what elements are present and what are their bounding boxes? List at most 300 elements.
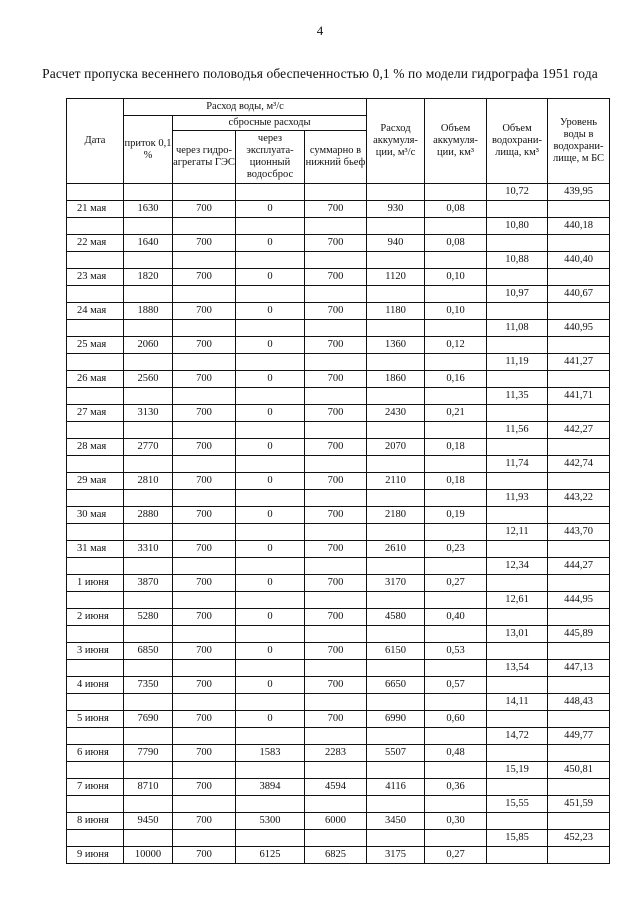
empty-cell (305, 320, 367, 337)
reservoir-volume-cell: 15,85 (487, 830, 548, 847)
empty-cell (124, 524, 173, 541)
empty-cell (124, 354, 173, 371)
empty-cell (173, 354, 236, 371)
empty-cell (67, 218, 124, 235)
empty-cell (67, 728, 124, 745)
empty-cell (305, 252, 367, 269)
empty-cell (548, 201, 610, 218)
empty-cell (67, 354, 124, 371)
empty-cell (67, 252, 124, 269)
empty-cell (67, 796, 124, 813)
water-level-cell: 443,70 (548, 524, 610, 541)
date-cell: 25 мая (67, 337, 124, 354)
units-cell: 700 (173, 405, 236, 422)
reservoir-volume-cell: 11,08 (487, 320, 548, 337)
accum-flow-cell: 6150 (367, 643, 425, 660)
empty-cell (173, 728, 236, 745)
water-level-cell: 451,59 (548, 796, 610, 813)
total-cell: 700 (305, 303, 367, 320)
spillway-cell: 0 (236, 575, 305, 592)
water-level-cell: 447,13 (548, 660, 610, 677)
empty-cell (367, 694, 425, 711)
water-level-cell: 440,40 (548, 252, 610, 269)
empty-cell (236, 388, 305, 405)
header-inflow: приток 0,1 % (124, 116, 173, 184)
spillway-cell: 0 (236, 439, 305, 456)
spillway-cell: 0 (236, 677, 305, 694)
empty-cell (367, 252, 425, 269)
reservoir-volume-cell: 12,34 (487, 558, 548, 575)
reservoir-volume-cell: 11,35 (487, 388, 548, 405)
table-row (67, 643, 610, 660)
empty-cell (124, 592, 173, 609)
empty-cell (67, 660, 124, 677)
empty-cell (305, 694, 367, 711)
inflow-cell: 9450 (124, 813, 173, 830)
inflow-cell: 1630 (124, 201, 173, 218)
table-row (67, 541, 610, 558)
spillway-cell: 0 (236, 711, 305, 728)
empty-cell (124, 422, 173, 439)
inflow-cell: 2560 (124, 371, 173, 388)
empty-cell (487, 813, 548, 830)
inflow-cell: 1820 (124, 269, 173, 286)
accum-volume-cell: 0,19 (425, 507, 487, 524)
empty-cell (487, 779, 548, 796)
empty-cell (367, 456, 425, 473)
empty-cell (487, 507, 548, 524)
empty-cell (173, 558, 236, 575)
total-cell: 700 (305, 711, 367, 728)
total-cell: 700 (305, 541, 367, 558)
empty-cell (236, 558, 305, 575)
table-row (67, 677, 610, 694)
inflow-cell: 1880 (124, 303, 173, 320)
empty-cell (367, 592, 425, 609)
empty-cell (487, 473, 548, 490)
empty-cell (173, 626, 236, 643)
accum-flow-cell: 3170 (367, 575, 425, 592)
table-row (67, 405, 610, 422)
empty-cell (548, 643, 610, 660)
water-level-cell: 441,71 (548, 388, 610, 405)
empty-cell (367, 388, 425, 405)
empty-cell (305, 490, 367, 507)
empty-cell (367, 728, 425, 745)
reservoir-volume-cell: 13,01 (487, 626, 548, 643)
empty-cell (124, 626, 173, 643)
spillway-cell: 0 (236, 371, 305, 388)
empty-cell (236, 286, 305, 303)
empty-cell (236, 252, 305, 269)
water-level-cell: 452,23 (548, 830, 610, 847)
accum-volume-cell: 0,40 (425, 609, 487, 626)
empty-cell (487, 201, 548, 218)
spillway-cell: 1583 (236, 745, 305, 762)
empty-cell (173, 592, 236, 609)
spillway-cell: 5300 (236, 813, 305, 830)
accum-volume-cell: 0,60 (425, 711, 487, 728)
empty-cell (425, 694, 487, 711)
empty-cell (305, 524, 367, 541)
empty-cell (487, 609, 548, 626)
spillway-cell: 0 (236, 473, 305, 490)
reservoir-volume-cell: 10,97 (487, 286, 548, 303)
inflow-cell: 1640 (124, 235, 173, 252)
empty-cell (236, 354, 305, 371)
empty-cell (425, 728, 487, 745)
empty-cell (548, 609, 610, 626)
inflow-cell: 7790 (124, 745, 173, 762)
empty-cell (236, 626, 305, 643)
empty-cell (67, 388, 124, 405)
water-level-cell: 449,77 (548, 728, 610, 745)
empty-cell (236, 320, 305, 337)
empty-cell (124, 388, 173, 405)
accum-volume-cell: 0,21 (425, 405, 487, 422)
date-cell: 5 июня (67, 711, 124, 728)
empty-cell (124, 728, 173, 745)
empty-cell (173, 422, 236, 439)
total-cell: 700 (305, 235, 367, 252)
water-level-cell: 450,81 (548, 762, 610, 779)
date-cell: 29 мая (67, 473, 124, 490)
accum-flow-cell: 2610 (367, 541, 425, 558)
accum-volume-cell: 0,57 (425, 677, 487, 694)
date-cell: 30 мая (67, 507, 124, 524)
table-row (67, 490, 610, 507)
empty-cell (236, 490, 305, 507)
table-row (67, 371, 610, 388)
empty-cell (305, 286, 367, 303)
header-via-spillway: через эксплуата-ционный водосброс (236, 131, 305, 184)
table-row (67, 660, 610, 677)
empty-cell (487, 643, 548, 660)
total-cell: 4594 (305, 779, 367, 796)
table-row (67, 218, 610, 235)
empty-cell (236, 796, 305, 813)
empty-cell (67, 422, 124, 439)
reservoir-volume-cell: 12,61 (487, 592, 548, 609)
total-cell: 700 (305, 507, 367, 524)
water-level-cell: 440,18 (548, 218, 610, 235)
water-level-cell: 440,95 (548, 320, 610, 337)
empty-cell (124, 796, 173, 813)
water-level-cell: 442,74 (548, 456, 610, 473)
total-cell: 700 (305, 609, 367, 626)
accum-volume-cell: 0,36 (425, 779, 487, 796)
table-row (67, 422, 610, 439)
accum-flow-cell: 2180 (367, 507, 425, 524)
accum-volume-cell: 0,30 (425, 813, 487, 830)
empty-cell (548, 711, 610, 728)
initial-volume: 10,72 (487, 184, 548, 201)
reservoir-volume-cell: 14,11 (487, 694, 548, 711)
empty-cell (548, 575, 610, 592)
inflow-cell: 5280 (124, 609, 173, 626)
empty-cell (236, 660, 305, 677)
header-water-flow: Расход воды, м³/с (124, 99, 367, 116)
accum-volume-cell: 0,10 (425, 269, 487, 286)
empty-cell (367, 796, 425, 813)
empty-cell (173, 660, 236, 677)
empty-cell (425, 660, 487, 677)
empty-cell (236, 728, 305, 745)
empty-cell (487, 711, 548, 728)
date-cell: 3 июня (67, 643, 124, 660)
empty-cell (548, 813, 610, 830)
reservoir-volume-cell: 11,56 (487, 422, 548, 439)
reservoir-volume-cell: 10,80 (487, 218, 548, 235)
table-row (67, 609, 610, 626)
empty-cell (548, 541, 610, 558)
empty-cell (305, 388, 367, 405)
inflow-cell: 10000 (124, 847, 173, 864)
table-row (67, 592, 610, 609)
accum-flow-cell: 3175 (367, 847, 425, 864)
reservoir-volume-cell: 10,88 (487, 252, 548, 269)
page-number: 4 (316, 23, 324, 38)
reservoir-volume-cell: 13,54 (487, 660, 548, 677)
units-cell: 700 (173, 813, 236, 830)
empty-cell (367, 286, 425, 303)
date-cell: 7 июня (67, 779, 124, 796)
water-level-cell: 443,22 (548, 490, 610, 507)
empty-cell (425, 524, 487, 541)
total-cell: 700 (305, 643, 367, 660)
header-accum-flow: Расход аккумуля-ции, м³/с (367, 99, 425, 184)
empty-cell (487, 269, 548, 286)
inflow-cell: 7690 (124, 711, 173, 728)
spillway-cell: 0 (236, 507, 305, 524)
reservoir-volume-cell: 14,72 (487, 728, 548, 745)
spillway-cell: 0 (236, 337, 305, 354)
empty-cell (425, 320, 487, 337)
empty-cell (425, 762, 487, 779)
empty-cell (487, 235, 548, 252)
accum-volume-cell: 0,27 (425, 575, 487, 592)
date-cell: 1 июня (67, 575, 124, 592)
accum-flow-cell: 4116 (367, 779, 425, 796)
empty-cell (236, 762, 305, 779)
inflow-cell: 3130 (124, 405, 173, 422)
accum-flow-cell: 1360 (367, 337, 425, 354)
date-cell: 23 мая (67, 269, 124, 286)
inflow-cell: 2880 (124, 507, 173, 524)
inflow-cell: 3310 (124, 541, 173, 558)
empty-cell (305, 728, 367, 745)
empty-cell (124, 286, 173, 303)
header-via-units: через гидро-агрегаты ГЭС (173, 131, 236, 184)
empty-cell (124, 252, 173, 269)
accum-flow-cell: 1180 (367, 303, 425, 320)
reservoir-volume-cell: 11,19 (487, 354, 548, 371)
empty-cell (236, 592, 305, 609)
empty-cell (236, 422, 305, 439)
empty-cell (487, 303, 548, 320)
empty-cell (548, 371, 610, 388)
empty-cell (67, 456, 124, 473)
table-row (67, 269, 610, 286)
empty-cell (67, 626, 124, 643)
empty-cell (173, 252, 236, 269)
table-row (67, 830, 610, 847)
water-level-cell: 444,95 (548, 592, 610, 609)
empty-cell (367, 320, 425, 337)
spillway-cell: 0 (236, 303, 305, 320)
accum-flow-cell: 2430 (367, 405, 425, 422)
total-cell: 700 (305, 269, 367, 286)
units-cell: 700 (173, 575, 236, 592)
empty-cell (124, 218, 173, 235)
table-row (67, 439, 610, 456)
empty-cell (173, 762, 236, 779)
table-row (67, 779, 610, 796)
inflow-cell: 2770 (124, 439, 173, 456)
table-body (67, 184, 610, 864)
empty-cell (425, 558, 487, 575)
header-date: Дата (67, 99, 124, 184)
empty-cell (305, 218, 367, 235)
inflow-cell: 7350 (124, 677, 173, 694)
inflow-cell: 3870 (124, 575, 173, 592)
reservoir-volume-cell: 15,19 (487, 762, 548, 779)
accum-flow-cell: 5507 (367, 745, 425, 762)
total-cell: 2283 (305, 745, 367, 762)
empty-cell (67, 592, 124, 609)
empty-cell (124, 694, 173, 711)
empty-cell (173, 490, 236, 507)
spillway-cell: 0 (236, 235, 305, 252)
empty-cell (67, 320, 124, 337)
empty-cell (487, 405, 548, 422)
empty-cell (367, 830, 425, 847)
table-row (67, 354, 610, 371)
empty-cell (305, 558, 367, 575)
empty-cell (173, 218, 236, 235)
units-cell: 700 (173, 677, 236, 694)
empty-cell (367, 558, 425, 575)
table-row (67, 286, 610, 303)
date-cell: 28 мая (67, 439, 124, 456)
accum-volume-cell: 0,08 (425, 235, 487, 252)
empty-cell (548, 507, 610, 524)
inflow-cell: 2810 (124, 473, 173, 490)
water-level-cell: 444,27 (548, 558, 610, 575)
empty-cell (367, 626, 425, 643)
accum-flow-cell: 6990 (367, 711, 425, 728)
empty-cell (67, 558, 124, 575)
empty-cell (67, 286, 124, 303)
accum-flow-cell: 940 (367, 235, 425, 252)
accum-flow-cell: 3450 (367, 813, 425, 830)
empty-cell (367, 490, 425, 507)
table-row (67, 507, 610, 524)
empty-cell (548, 745, 610, 762)
total-cell: 700 (305, 677, 367, 694)
empty-cell (124, 762, 173, 779)
spillway-cell: 0 (236, 201, 305, 218)
empty-cell (67, 762, 124, 779)
reservoir-volume-cell: 11,93 (487, 490, 548, 507)
date-cell: 4 июня (67, 677, 124, 694)
total-cell: 700 (305, 439, 367, 456)
units-cell: 700 (173, 371, 236, 388)
units-cell: 700 (173, 643, 236, 660)
units-cell: 700 (173, 303, 236, 320)
table-row (67, 626, 610, 643)
empty-cell (124, 320, 173, 337)
empty-cell (548, 269, 610, 286)
empty-cell (67, 694, 124, 711)
units-cell: 700 (173, 439, 236, 456)
units-cell: 700 (173, 507, 236, 524)
accum-flow-cell: 2070 (367, 439, 425, 456)
empty-cell (548, 439, 610, 456)
empty-cell (305, 830, 367, 847)
empty-cell (124, 558, 173, 575)
empty-cell (305, 592, 367, 609)
units-cell: 700 (173, 779, 236, 796)
empty-cell (67, 830, 124, 847)
spillway-cell: 6125 (236, 847, 305, 864)
empty-cell (548, 337, 610, 354)
empty-cell (236, 456, 305, 473)
empty-cell (305, 422, 367, 439)
accum-volume-cell: 0,18 (425, 473, 487, 490)
empty-cell (236, 694, 305, 711)
empty-cell (425, 252, 487, 269)
empty-cell (236, 524, 305, 541)
table-row (67, 796, 610, 813)
units-cell: 700 (173, 847, 236, 864)
initial-row (67, 184, 610, 201)
empty-cell (305, 354, 367, 371)
document-title: Расчет пропуска весеннего половодья обеспеченностью 0,1 % по модели гидрографа 1951 года (42, 66, 598, 81)
accum-volume-cell: 0,12 (425, 337, 487, 354)
table-row (67, 252, 610, 269)
units-cell: 700 (173, 711, 236, 728)
reservoir-volume-cell: 12,11 (487, 524, 548, 541)
date-cell: 26 мая (67, 371, 124, 388)
table-row (67, 813, 610, 830)
reservoir-volume-cell: 11,74 (487, 456, 548, 473)
accum-flow-cell: 2110 (367, 473, 425, 490)
empty-cell (124, 456, 173, 473)
empty-cell (124, 660, 173, 677)
empty-cell (173, 456, 236, 473)
empty-cell (367, 218, 425, 235)
table-row (67, 847, 610, 864)
total-cell: 700 (305, 201, 367, 218)
empty-cell (548, 303, 610, 320)
total-cell: 6000 (305, 813, 367, 830)
table-row (67, 388, 610, 405)
table-row (67, 303, 610, 320)
table-row (67, 456, 610, 473)
empty-cell (425, 626, 487, 643)
water-level-cell: 448,43 (548, 694, 610, 711)
accum-volume-cell: 0,16 (425, 371, 487, 388)
empty-cell (487, 575, 548, 592)
table-row (67, 558, 610, 575)
table-row (67, 728, 610, 745)
table-row (67, 575, 610, 592)
accum-flow-cell: 4580 (367, 609, 425, 626)
date-cell: 2 июня (67, 609, 124, 626)
empty-cell (487, 439, 548, 456)
header-total-downstream: суммарно в нижний бьеф (305, 131, 367, 184)
